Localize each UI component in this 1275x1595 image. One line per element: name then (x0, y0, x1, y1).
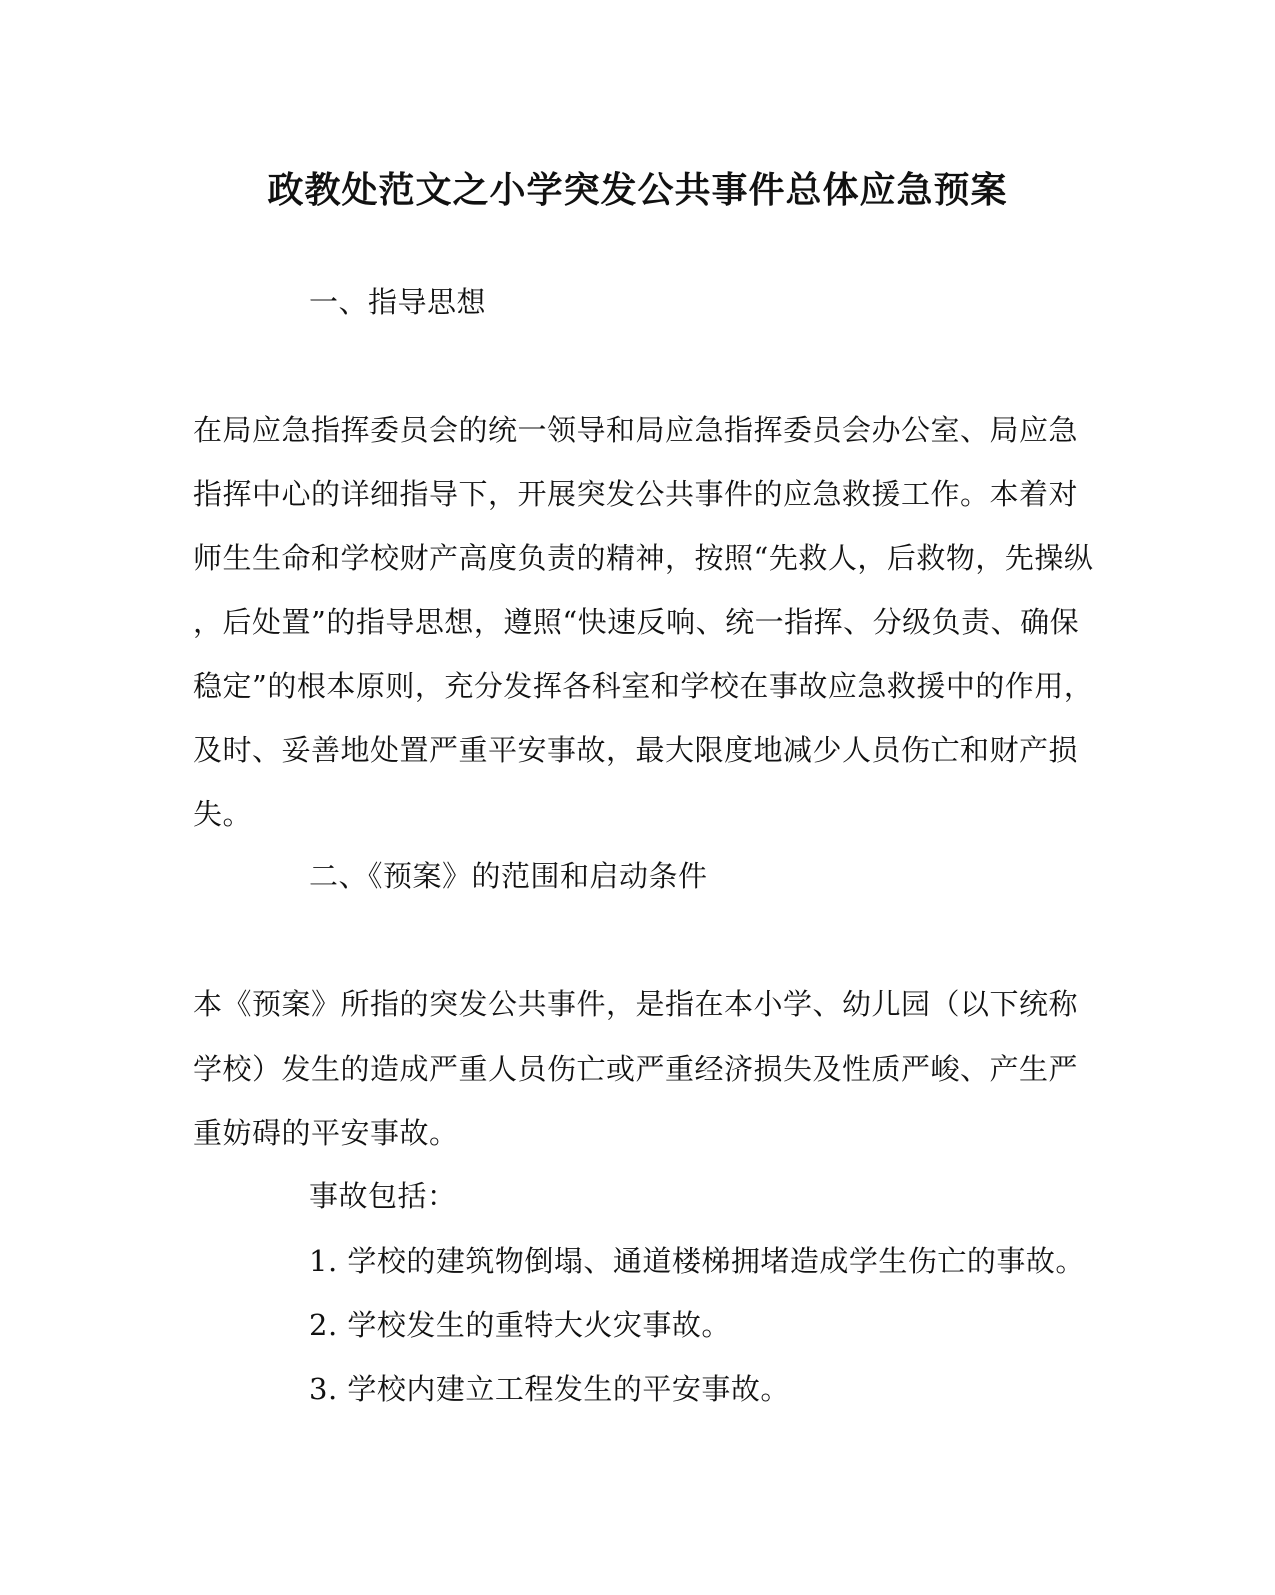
paragraph-line: 及时、妥善地处置严重平安事故，最大限度地减少人员伤亡和财产损 (193, 733, 1079, 767)
paragraph-line: 师生生命和学校财产高度负责的精神，按照“先救人，后救物，先操纵 (193, 541, 1094, 575)
paragraph-line: ，后处置”的指导思想，遵照“快速反响、统一指挥、分级负责、确保 (193, 605, 1080, 639)
paragraph-line: 稳定”的根本原则，充分发挥各科室和学校在事故应急救援中的作用， (193, 669, 1094, 703)
paragraph-line: 重妨碍的平安事故。 (193, 1116, 459, 1150)
includes-label: 事故包括： (309, 1179, 457, 1213)
document-title: 政教处范文之小学突发公共事件总体应急预案 (267, 169, 1008, 211)
list-item: 2. 学校发生的重特大火灾事故。 (309, 1308, 731, 1342)
paragraph-line: 学校）发生的造成严重人员伤亡或严重经济损失及性质严峻、产生严 (193, 1052, 1079, 1086)
paragraph-line: 在局应急指挥委员会的统一领导和局应急指挥委员会办公室、局应急 (193, 413, 1079, 447)
paragraph-line: 失。 (193, 797, 253, 831)
section-heading-scope: 二、《预案》的范围和启动条件 (309, 859, 708, 893)
paragraph-line: 指挥中心的详细指导下，开展突发公共事件的应急救援工作。本着对 (193, 477, 1079, 511)
list-item: 3. 学校内建立工程发生的平安事故。 (309, 1372, 790, 1406)
paragraph-line: 本《预案》所指的突发公共事件，是指在本小学、幼儿园（以下统称 (193, 987, 1079, 1021)
section-heading-guiding-thought: 一、指导思想 (309, 285, 487, 319)
list-item: 1. 学校的建筑物倒塌、通道楼梯拥堵造成学生伤亡的事故。 (309, 1244, 1085, 1278)
